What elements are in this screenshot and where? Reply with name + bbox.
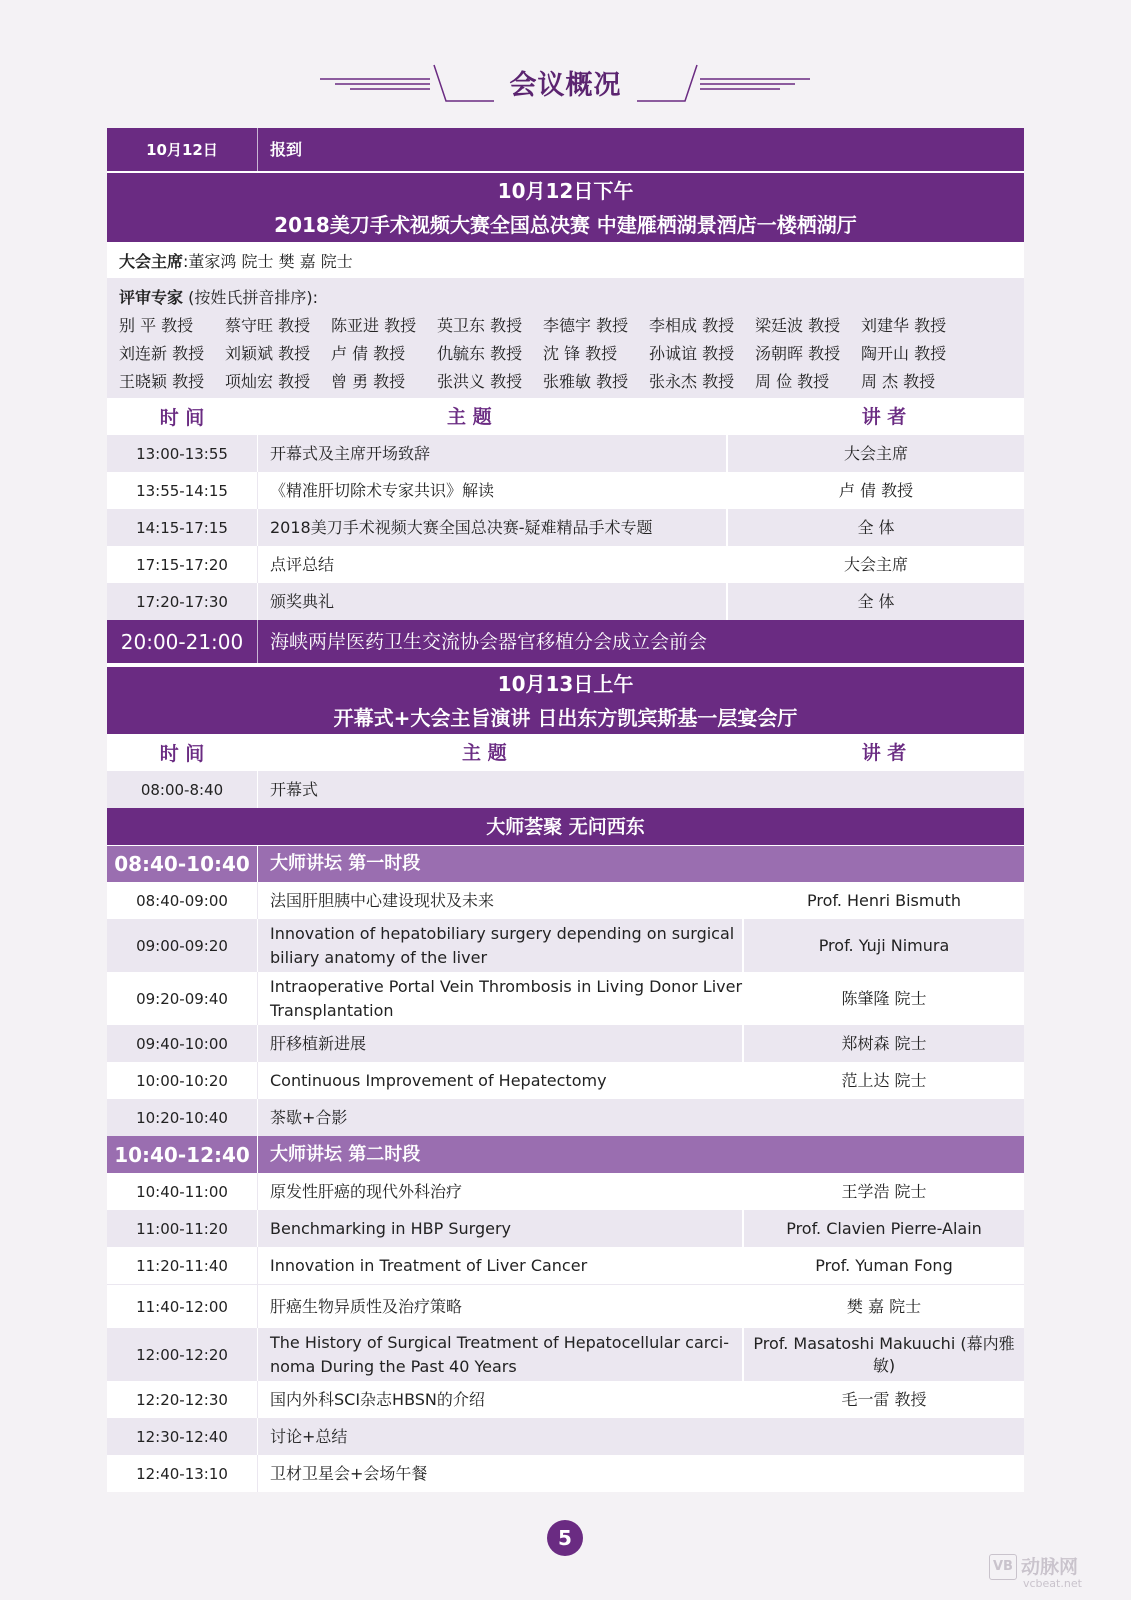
section-masters — [107, 808, 1024, 845]
column-header — [107, 734, 1024, 771]
row-speaker: 全 体 — [857, 517, 895, 537]
row-time: 08:40-09:00 — [107, 882, 258, 919]
row-time: 13:00-13:55 — [107, 435, 258, 472]
page-title: 会议概况 — [509, 70, 622, 101]
judge-name: 张洪义 教授 — [437, 372, 523, 391]
page-header — [0, 55, 1131, 111]
evening-time: 20:00-21:00 — [107, 620, 258, 663]
section-oct12-afternoon — [107, 171, 1024, 242]
row-time: 09:40-10:00 — [107, 1025, 258, 1062]
schedule-row — [107, 919, 1024, 972]
col-time: 时 间 — [159, 743, 205, 765]
column-header — [107, 398, 1024, 435]
section-date: 10月13日上午 — [497, 671, 634, 696]
row-topic: Intraoperative Portal Vein Thrombosis in Living Donor Liver Transplantation — [270, 976, 743, 1020]
watermark-url: vcbeat.net — [1023, 1577, 1082, 1590]
schedule-row — [107, 1210, 1024, 1247]
row-speaker: 陈肇隆 院士 — [841, 988, 927, 1008]
watermark-logo: VB — [989, 1554, 1017, 1580]
col-topic: 主 题 — [462, 741, 507, 764]
session-title: 大师讲坛 第一时段 — [270, 853, 421, 874]
row-speaker: 郑树森 院士 — [841, 1033, 927, 1053]
judge-name: 刘建华 教授 — [861, 316, 947, 335]
row-time: 17:20-17:30 — [107, 583, 258, 620]
row-speaker: Prof. Clavien Pierre-Alain — [786, 1218, 982, 1238]
row-time: 08:00-8:40 — [107, 771, 258, 808]
schedule-row — [107, 1099, 1024, 1136]
judge-name: 英卫东 教授 — [437, 316, 523, 335]
watermark — [989, 1550, 1109, 1590]
schedule-row — [107, 1025, 1024, 1062]
judge-name: 刘连新 教授 — [119, 344, 205, 363]
opening-row — [107, 771, 1024, 808]
row-time: 12:40-13:10 — [107, 1455, 258, 1492]
registration-label: 报到 — [270, 139, 303, 159]
row-speaker: Prof. Masatoshi Makuuchi (幕内雅敏) — [753, 1333, 1015, 1375]
registration-date: 10月12日 — [107, 128, 258, 171]
schedule-row — [107, 1284, 1024, 1328]
row-topic: 开幕式 — [270, 779, 319, 799]
row-topic: Innovation of hepatobiliary surgery depending on surgical biliary anatomy of the liver — [258, 919, 744, 972]
row-topic: 讨论+总结 — [270, 1426, 348, 1446]
session-time: 10:40-12:40 — [107, 1136, 258, 1173]
col-speaker: 讲 者 — [861, 405, 907, 428]
section-venue: 2018美刀手术视频大赛全国总决赛 中建雁栖湖景酒店一楼栖湖厅 — [274, 212, 857, 237]
judge-name: 别 平 教授 — [119, 316, 194, 335]
row-speaker: 卢 倩 教授 — [838, 480, 914, 500]
row-speaker: Prof. Yuji Nimura — [818, 935, 950, 955]
session-header — [107, 1136, 1024, 1173]
row-topic: Benchmarking in HBP Surgery — [258, 1210, 744, 1247]
row-topic: 卫材卫星会+会场午餐 — [270, 1463, 428, 1483]
row-topic: 茶歇+合影 — [270, 1107, 348, 1127]
watermark-name: 动脉网 — [1021, 1556, 1079, 1578]
judge-name: 沈 锋 教授 — [543, 344, 618, 363]
row-topic: 《精准肝切除术专家共识》解读 — [270, 480, 495, 500]
row-speaker: Prof. Henri Bismuth — [806, 890, 962, 910]
schedule-row — [107, 1381, 1024, 1418]
judge-name: 项灿宏 教授 — [225, 372, 311, 391]
row-speaker: 范上达 院士 — [841, 1070, 927, 1090]
section-venue: 开幕式+大会主旨演讲 日出东方凯宾斯基一层宴会厅 — [333, 705, 798, 730]
row-time: 12:00-12:20 — [107, 1328, 258, 1381]
row-topic: 法国肝胆胰中心建设现状及未来 — [270, 890, 495, 910]
row-speaker: 大会主席 — [843, 443, 908, 463]
session-title: 大师讲坛 第二时段 — [270, 1143, 421, 1165]
chair-label: 大会主席 — [119, 251, 184, 271]
row-time: 10:40-11:00 — [107, 1173, 258, 1210]
judge-name: 仇毓东 教授 — [437, 344, 523, 363]
col-time: 时 间 — [159, 407, 205, 429]
row-topic: The History of Surgical Treatment of Hepatocellular carci-noma During the Past 40 Years — [258, 1328, 744, 1381]
row-time: 11:40-12:00 — [107, 1285, 258, 1328]
row-topic: Continuous Improvement of Hepatectomy — [270, 1070, 607, 1090]
schedule-row — [107, 509, 1024, 546]
judges-note: (按姓氏拼音排序): — [188, 288, 318, 307]
row-topic: 点评总结 — [270, 554, 335, 574]
judge-name: 曾 勇 教授 — [331, 372, 406, 391]
schedule-row — [107, 1455, 1024, 1492]
schedule-row — [107, 583, 1024, 620]
judge-name: 周 杰 教授 — [861, 372, 936, 391]
row-topic: Innovation in Treatment of Liver Cancer — [270, 1255, 588, 1275]
registration-row — [107, 128, 1024, 171]
judge-name: 蔡守旺 教授 — [225, 316, 311, 335]
evening-topic: 海峡两岸医药卫生交流协会器官移植分会成立会前会 — [270, 630, 708, 653]
row-time: 11:20-11:40 — [107, 1247, 258, 1284]
row-time: 12:20-12:30 — [107, 1381, 258, 1418]
section-date: 10月12日下午 — [497, 178, 634, 203]
schedule-row — [107, 1062, 1024, 1099]
judge-name: 卢 倩 教授 — [331, 344, 406, 363]
schedule-table — [107, 128, 1024, 1492]
schedule-row — [107, 972, 1024, 1025]
judge-name: 王晓颖 教授 — [119, 372, 205, 391]
evening-row — [107, 620, 1024, 663]
schedule-row — [107, 882, 1024, 919]
schedule-row — [107, 1418, 1024, 1455]
row-topic: 颁奖典礼 — [258, 583, 728, 620]
schedule-row — [107, 472, 1024, 509]
col-topic: 主 题 — [447, 405, 492, 428]
row-time: 10:20-10:40 — [107, 1099, 258, 1136]
row-speaker: Prof. Yuman Fong — [815, 1255, 953, 1275]
schedule-row — [107, 1247, 1024, 1284]
row-speaker: 大会主席 — [843, 554, 908, 574]
judge-name: 陶开山 教授 — [861, 344, 947, 363]
judge-name: 孙诚谊 教授 — [649, 344, 735, 363]
chair-names: :董家鸿 院士 樊 嘉 院士 — [183, 251, 353, 271]
row-speaker: 樊 嘉 院士 — [846, 1296, 922, 1316]
session-header — [107, 845, 1024, 882]
row-time: 10:00-10:20 — [107, 1062, 258, 1099]
row-time: 14:15-17:15 — [107, 509, 258, 546]
judge-name: 张永杰 教授 — [649, 372, 735, 391]
judges-label: 评审专家 — [119, 288, 184, 307]
judge-name: 梁廷波 教授 — [755, 316, 841, 335]
row-topic: 原发性肝癌的现代外科治疗 — [270, 1181, 463, 1201]
judges-list — [119, 312, 967, 396]
row-time: 17:15-17:20 — [107, 546, 258, 583]
row-speaker: 毛一雷 教授 — [841, 1389, 927, 1409]
row-time: 11:00-11:20 — [107, 1210, 258, 1247]
row-time: 13:55-14:15 — [107, 472, 258, 509]
row-speaker: 全 体 — [857, 591, 895, 611]
row-time: 09:20-09:40 — [107, 972, 258, 1025]
schedule-row — [107, 546, 1024, 583]
row-topic: 国内外科SCI杂志HBSN的介绍 — [270, 1389, 485, 1409]
schedule-row — [107, 1328, 1024, 1381]
session-time: 08:40-10:40 — [107, 846, 258, 882]
judge-name: 刘颖斌 教授 — [225, 344, 311, 363]
row-time: 09:00-09:20 — [107, 919, 258, 972]
schedule-row — [107, 1173, 1024, 1210]
judge-name: 李德宇 教授 — [543, 316, 629, 335]
col-speaker: 讲 者 — [861, 741, 907, 764]
page-number: 5 — [547, 1520, 583, 1556]
row-speaker: 王学浩 院士 — [841, 1181, 927, 1201]
judge-name: 张雅敏 教授 — [543, 372, 629, 391]
row-time: 12:30-12:40 — [107, 1418, 258, 1455]
judges-block — [107, 278, 1024, 398]
row-topic: 肝移植新进展 — [258, 1025, 744, 1062]
judge-name: 周 俭 教授 — [755, 372, 830, 391]
judge-name: 陈亚进 教授 — [331, 316, 417, 335]
section-oct13-morning — [107, 663, 1024, 734]
chair-row — [107, 242, 1024, 278]
judge-name: 李相成 教授 — [649, 316, 735, 335]
row-topic: 肝癌生物异质性及治疗策略 — [270, 1296, 463, 1316]
row-topic: 2018美刀手术视频大赛全国总决赛-疑难精品手术专题 — [258, 509, 728, 546]
section-masters-title: 大师荟聚 无问西东 — [486, 815, 645, 838]
judge-name: 汤朝晖 教授 — [755, 344, 841, 363]
schedule-row — [107, 435, 1024, 472]
row-topic: 开幕式及主席开场致辞 — [258, 435, 728, 472]
